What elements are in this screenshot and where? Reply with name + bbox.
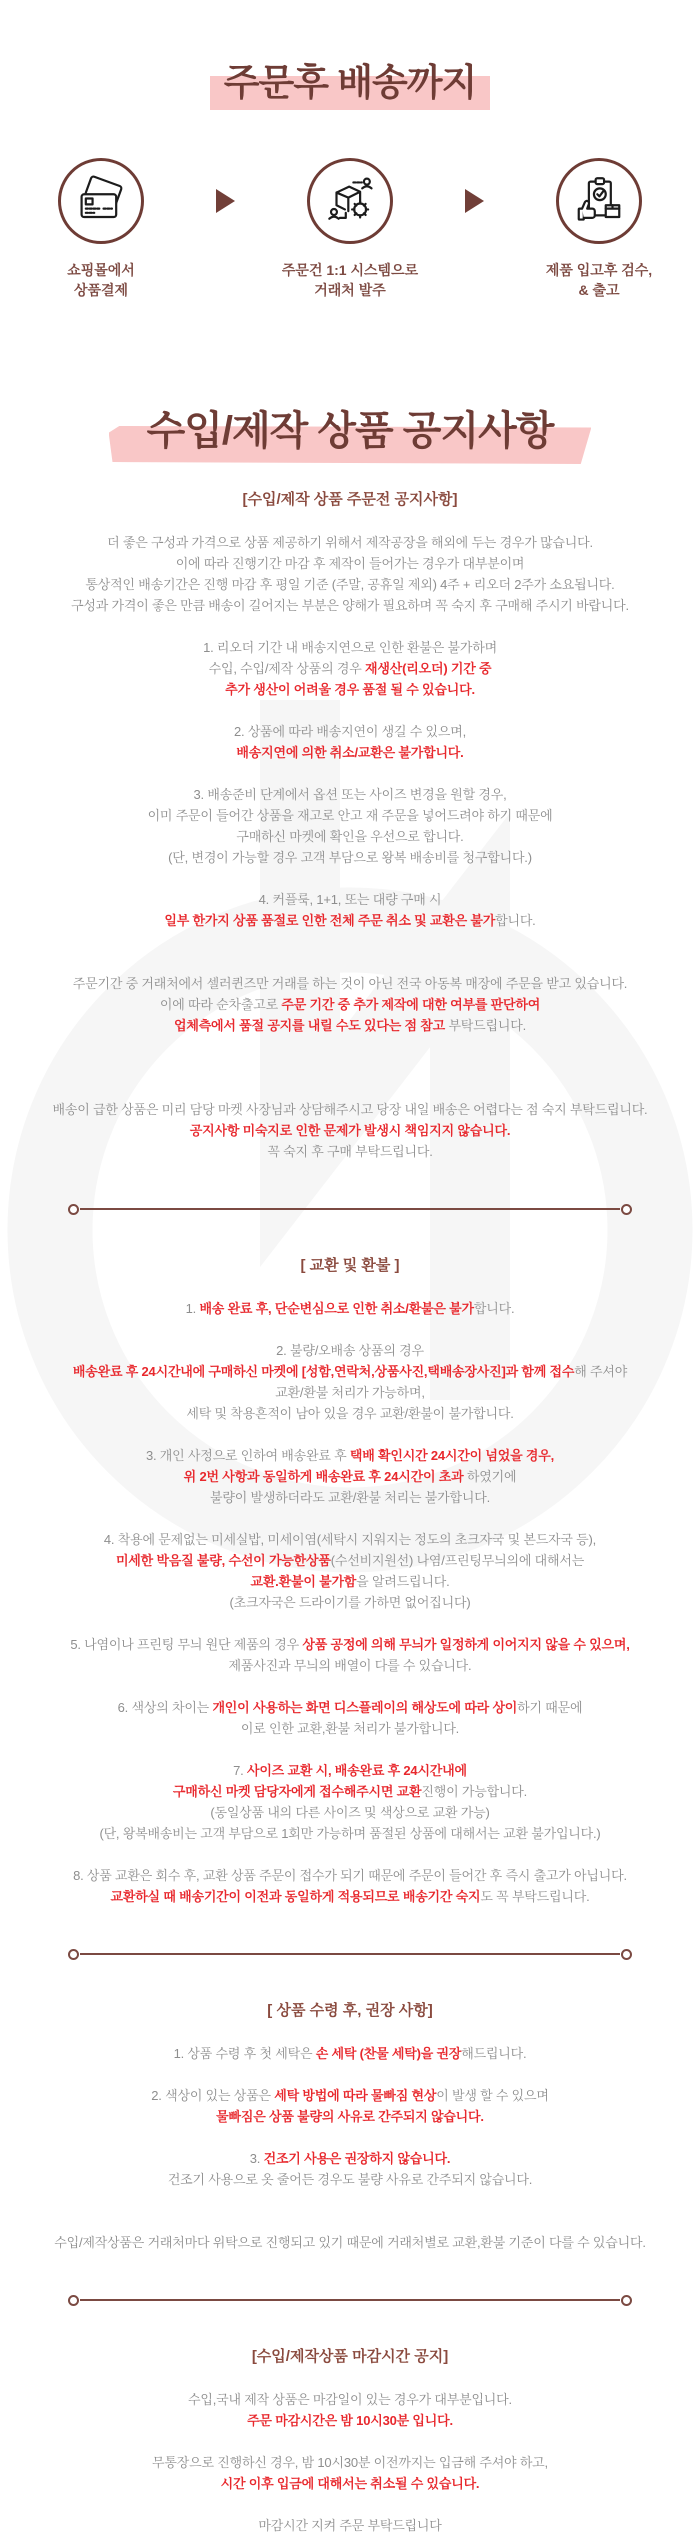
notice-block xyxy=(0,1760,700,1844)
notice-text: 도 꼭 부탁드립니다. xyxy=(480,1888,590,1904)
notice-text: 1. 리오더 기간 내 배송지연으로 인한 환불은 불가하며 xyxy=(203,639,497,655)
notice-block xyxy=(0,532,700,616)
notice-line xyxy=(0,532,700,553)
notice-title-wrap xyxy=(0,399,700,456)
notice-text: 합니다. xyxy=(495,912,536,928)
notice-text: 진행이 가능합니다. xyxy=(421,1783,528,1799)
notice-text-red: 개인이 사용하는 화면 디스플레이의 해상도에 따라 상이 xyxy=(212,1699,518,1715)
notice-block xyxy=(0,1634,700,1676)
notice-block xyxy=(0,2085,700,2127)
notice-block xyxy=(0,1697,700,1739)
notice-block xyxy=(0,2515,700,2536)
notice-line xyxy=(0,2410,700,2431)
notice-line xyxy=(0,1099,700,1120)
notice-text: 세탁 및 착용흔적이 남아 있을 경우 교환/환불이 불가합니다. xyxy=(186,1405,514,1421)
notice-text-red: 물빠짐은 상품 불량의 사유로 간주되지 않습니다. xyxy=(216,2108,484,2124)
notice-text: 수입/제작상품은 거래처마다 위탁으로 진행되고 있기 때문에 거래처별로 교환,환불 기준이 다를 수 있습니다. xyxy=(54,2234,646,2250)
notice-line xyxy=(0,889,700,910)
notice-block xyxy=(0,637,700,700)
notice-text: 2. 불량/오배송 상품의 경우 xyxy=(276,1342,424,1358)
notice-block xyxy=(0,1099,700,1162)
notice-text: 수입, 수입/제작 상품의 경우 xyxy=(208,660,366,676)
notice-text-red: 미세한 박음질 불량, 수선이 가능한상품 xyxy=(115,1552,331,1568)
notice-text: 해 주셔야 xyxy=(574,1363,628,1379)
notice-line xyxy=(0,2085,700,2106)
process-step-1 xyxy=(16,158,186,301)
notice-line xyxy=(0,2473,700,2494)
order-system-icon xyxy=(323,174,377,228)
notice-text-red: 건조기 사용은 권장하지 않습니다. xyxy=(263,2150,451,2166)
process-steps xyxy=(0,158,700,301)
notice-text: 부탁드립니다. xyxy=(445,1017,527,1033)
notice-line xyxy=(0,784,700,805)
notice-line xyxy=(0,1571,700,1592)
notice-line xyxy=(0,1340,700,1361)
notice-text-red: 배송완료 후 24시간내에 구매하신 마켓에 [성함,연락처,상품사진,택배송장사진]과 함께 접수 xyxy=(72,1363,575,1379)
step-circle xyxy=(307,158,393,244)
notice-text: 이미 주문이 들어간 상품을 재고로 안고 재 주문을 넣어드려야 하기 때문에 xyxy=(147,807,553,823)
section-header: [ 교환 및 환불 ] xyxy=(300,1256,400,1274)
notice-line xyxy=(0,2169,700,2190)
step-label: 제품 입고후 검수, & 출고 xyxy=(545,262,653,299)
section-header: [수입/제작 상품 주문전 공지사항] xyxy=(242,490,458,508)
notice-line xyxy=(0,1781,700,1802)
notice-block xyxy=(0,2043,700,2064)
arrow-right-icon xyxy=(216,189,235,213)
notice-text-red: 구매하신 마켓 담당자에게 접수해주시면 교환 xyxy=(172,1783,422,1799)
notice-block xyxy=(0,889,700,931)
notice-line xyxy=(0,994,700,1015)
notice-text: 제품사진과 무늬의 배열이 다를 수 있습니다. xyxy=(228,1657,472,1673)
arrow-right-icon xyxy=(465,189,484,213)
notice-line xyxy=(0,2515,700,2536)
notice-text: 3. 배송준비 단계에서 옵션 또는 사이즈 변경을 원할 경우, xyxy=(193,786,507,802)
credit-card-icon xyxy=(74,174,128,228)
notice-section-2 xyxy=(0,1254,700,1907)
notice-text: 마감시간 지켜 주문 부탁드립니다 xyxy=(258,2517,442,2533)
section-divider xyxy=(80,1953,620,1955)
step-label: 쇼핑몰에서 상품결제 xyxy=(67,262,135,299)
notice-text: (동일상품 내의 다른 사이즈 및 색상으로 교환 가능) xyxy=(210,1804,490,1820)
notice-text: 더 좋은 구성과 가격으로 상품 제공하기 위해서 제작공장을 해외에 두는 경우가 많습니다. xyxy=(107,534,593,550)
notice-text: 7. xyxy=(233,1762,247,1778)
notice-block xyxy=(0,2148,700,2190)
notice-sections xyxy=(0,488,700,2536)
notice-line xyxy=(0,1529,700,1550)
notice-text: (수선비지원선) 나염/프린팅무늬의에 대해서는 xyxy=(330,1552,585,1568)
notice-text: 배송이 급한 상품은 미리 담당 마켓 사장님과 상담해주시고 당장 내일 배송은 어렵다는 점 숙지 부탁드립니다. xyxy=(52,1101,648,1117)
notice-text: 구매하신 마켓에 확인을 우선으로 합니다. xyxy=(236,828,464,844)
notice-block xyxy=(0,1298,700,1319)
notice-line xyxy=(0,847,700,868)
notice-line xyxy=(0,2106,700,2127)
notice-text: 1. 상품 수령 후 첫 세탁은 xyxy=(173,2045,316,2061)
notice-text: 5. 나염이나 프린팅 무늬 원단 제품의 경우 xyxy=(70,1636,303,1652)
notice-text: 해드립니다. xyxy=(461,2045,527,2061)
notice-text: 합니다. xyxy=(473,1300,515,1316)
notice-title: 수입/제작 상품 공지사항 xyxy=(141,399,560,456)
step-circle xyxy=(58,158,144,244)
process-step-3 xyxy=(514,158,684,301)
notice-text-red: 배송 완료 후, 단순변심으로 인한 취소/환불은 불가 xyxy=(199,1300,474,1316)
notice-text-red: 택배 확인시간 24시간이 넘었을 경우, xyxy=(349,1447,555,1463)
notice-text-red: 교환하실 때 배송기간이 이전과 동일하게 적용되므로 배송기간 숙지 xyxy=(110,1888,481,1904)
notice-line xyxy=(0,721,700,742)
notice-line xyxy=(0,679,700,700)
notice-text: 8. 상품 교환은 회수 후, 교환 상품 주문이 접수가 되기 때문에 주문이 들어간 후 즉시 출고가 아닙니다. xyxy=(73,1867,627,1883)
notice-line xyxy=(0,2148,700,2169)
notice-block xyxy=(0,2389,700,2431)
notice-line xyxy=(0,1760,700,1781)
notice-line xyxy=(0,1634,700,1655)
notice-text: 을 알려드립니다. xyxy=(356,1573,450,1589)
notice-line xyxy=(0,2452,700,2473)
notice-line xyxy=(0,1823,700,1844)
notice-line xyxy=(0,1382,700,1403)
notice-text-red: 업체측에서 품절 공지를 내릴 수도 있다는 점 참고 xyxy=(173,1017,446,1033)
notice-line xyxy=(0,1802,700,1823)
notice-line xyxy=(0,1550,700,1571)
notice-text-red: 교환.환불이 불가함 xyxy=(250,1573,357,1589)
notice-line xyxy=(0,1466,700,1487)
notice-line xyxy=(0,1886,700,1907)
notice-block xyxy=(0,1445,700,1508)
notice-text: 주문기간 중 거래처에서 셀러퀸즈만 거래를 하는 것이 아닌 전국 아동복 매장에 주문을 받고 있습니다. xyxy=(72,975,628,991)
notice-block xyxy=(0,2452,700,2494)
step-label: 주문건 1:1 시스템으로 거래처 발주 xyxy=(281,262,419,299)
notice-block xyxy=(0,784,700,868)
notice-text-red: 시간 이후 입금에 대해서는 취소될 수 있습니다. xyxy=(220,2475,480,2491)
section-header: [ 상품 수령 후, 권장 사항] xyxy=(267,2001,433,2019)
notice-text-red: 일부 한가지 상품 품절로 인한 전체 주문 취소 및 교환은 불가 xyxy=(164,912,496,928)
notice-line xyxy=(0,1298,700,1319)
notice-block xyxy=(0,1340,700,1424)
notice-text: 이 발생 할 수 있으며 xyxy=(436,2087,549,2103)
notice-line xyxy=(0,2232,700,2253)
notice-text: 하였기에 xyxy=(463,1468,517,1484)
notice-line xyxy=(0,1718,700,1739)
notice-text-red: 공지사항 미숙지로 인한 문제가 발생시 책임지지 않습니다. xyxy=(189,1122,511,1138)
notice-line xyxy=(0,910,700,931)
notice-line xyxy=(0,2043,700,2064)
notice-text-red: 주문 기간 중 추가 제작에 대한 여부를 판단하여 xyxy=(281,996,541,1012)
notice-line xyxy=(0,805,700,826)
notice-text: 이로 인한 교환,환불 처리가 불가합니다. xyxy=(240,1720,460,1736)
notice-text: 수입,국내 제작 상품은 마감일이 있는 경우가 대부분입니다. xyxy=(188,2391,512,2407)
notice-line xyxy=(0,742,700,763)
notice-line xyxy=(0,1697,700,1718)
notice-text: 꼭 숙지 후 구매 부탁드립니다. xyxy=(267,1143,433,1159)
notice-block xyxy=(0,1529,700,1613)
notice-text: 이에 따라 진행기간 마감 후 제작이 들어가는 경우가 대부분이며 xyxy=(175,555,525,571)
notice-text-red: 세탁 방법에 따라 물빠짐 현상 xyxy=(274,2087,437,2103)
notice-text: 3. 개인 사정으로 인하여 배송완료 후 xyxy=(145,1447,350,1463)
section-header: [수입/제작상품 마감시간 공지] xyxy=(251,2347,449,2365)
notice-line xyxy=(0,1141,700,1162)
section-divider xyxy=(80,2299,620,2301)
notice-text-red: 손 세탁 (찬물 세탁)을 권장 xyxy=(315,2045,462,2061)
page-title xyxy=(0,50,700,112)
notice-text-red: 위 2번 사항과 동일하게 배송완료 후 24시간이 초과 xyxy=(183,1468,464,1484)
notice-text-red: 배송지연에 의한 취소/교환은 불가합니다. xyxy=(236,744,464,760)
notice-line xyxy=(0,574,700,595)
notice-line xyxy=(0,1361,700,1382)
notice-text: 4. 커플룩, 1+1, 또는 대량 구매 시 xyxy=(258,891,442,907)
notice-text: (단, 왕복배송비는 고객 부담으로 1회만 가능하며 품절된 상품에 대해서는 교환 불가입니다.) xyxy=(99,1825,601,1841)
process-step-2 xyxy=(265,158,435,301)
notice-block xyxy=(0,721,700,763)
notice-line xyxy=(0,826,700,847)
notice-text-red: 주문 마감시간은 밤 10시30분 입니다. xyxy=(247,2412,453,2428)
notice-text: 이에 따라 순차출고로 xyxy=(159,996,282,1012)
notice-section-1 xyxy=(0,488,700,1162)
notice-text: 건조기 사용으로 옷 줄어든 경우도 불량 사유로 간주되지 않습니다. xyxy=(167,2171,533,2187)
notice-text: 2. 상품에 따라 배송지연이 생길 수 있으며, xyxy=(233,723,467,739)
notice-text: 불량이 발생하더라도 교환/환불 처리는 불가합니다. xyxy=(210,1489,490,1505)
notice-text: 2. 색상이 있는 상품은 xyxy=(151,2087,275,2103)
notice-line xyxy=(0,1015,700,1036)
notice-line xyxy=(0,1592,700,1613)
notice-text: 3. xyxy=(249,2150,264,2166)
notice-line xyxy=(0,1120,700,1141)
notice-text-red: 재생산(리오더) 기간 중 xyxy=(365,660,492,676)
notice-line xyxy=(0,1865,700,1886)
notice-line xyxy=(0,1655,700,1676)
notice-line xyxy=(0,2389,700,2410)
notice-line xyxy=(0,973,700,994)
notice-text-red: 추가 생산이 어려울 경우 품절 될 수 있습니다. xyxy=(225,681,475,697)
notice-section-3 xyxy=(0,1999,700,2253)
notice-line xyxy=(0,1487,700,1508)
notice-line xyxy=(0,637,700,658)
notice-section-4 xyxy=(0,2345,700,2536)
notice-text: (단, 변경이 가능할 경우 고객 부담으로 왕복 배송비를 청구합니다.) xyxy=(168,849,532,865)
notice-text: 4. 착용에 문제없는 미세실밥, 미세이염(세탁시 지워지는 정도의 초크자국 및 본드자국 등), xyxy=(103,1531,597,1547)
notice-line xyxy=(0,553,700,574)
page-title-highlight: 주문후 배송까지 xyxy=(210,50,490,112)
notice-line xyxy=(0,1403,700,1424)
notice-line xyxy=(0,1445,700,1466)
notice-text-red: 사이즈 교환 시, 배송완료 후 24시간내에 xyxy=(246,1762,467,1778)
notice-text-red: 상품 공정에 의해 무늬가 일정하게 이어지지 않을 수 있으며, xyxy=(302,1636,630,1652)
notice-text: 구성과 가격이 좋은 만큼 배송이 길어지는 부분은 양해가 필요하며 꼭 숙지 후 구매해 주시기 바랍니다. xyxy=(71,597,629,613)
notice-text: 통상적인 배송기간은 진행 마감 후 평일 기준 (주말, 공휴일 제외) 4주 + 리오더 2주가 소요됩니다. xyxy=(85,576,615,592)
notice-block xyxy=(0,973,700,1036)
notice-text: 1. xyxy=(185,1300,200,1316)
notice-line xyxy=(0,595,700,616)
notice-block xyxy=(0,2232,700,2253)
step-circle xyxy=(556,158,642,244)
notice-text: 교환/환불 처리가 가능하며, xyxy=(275,1384,425,1400)
notice-line xyxy=(0,658,700,679)
section-divider xyxy=(80,1208,620,1210)
notice-text: 무통장으로 진행하신 경우, 밤 10시30분 이전까지는 입금해 주셔야 하고, xyxy=(152,2454,548,2470)
notice-text: 6. 색상의 차이는 xyxy=(117,1699,213,1715)
notice-text: 하기 때문에 xyxy=(517,1699,583,1715)
notice-text: (초크자국은 드라이기를 가하면 없어집니다) xyxy=(229,1594,471,1610)
notice-block xyxy=(0,1865,700,1907)
inspection-icon xyxy=(572,174,626,228)
